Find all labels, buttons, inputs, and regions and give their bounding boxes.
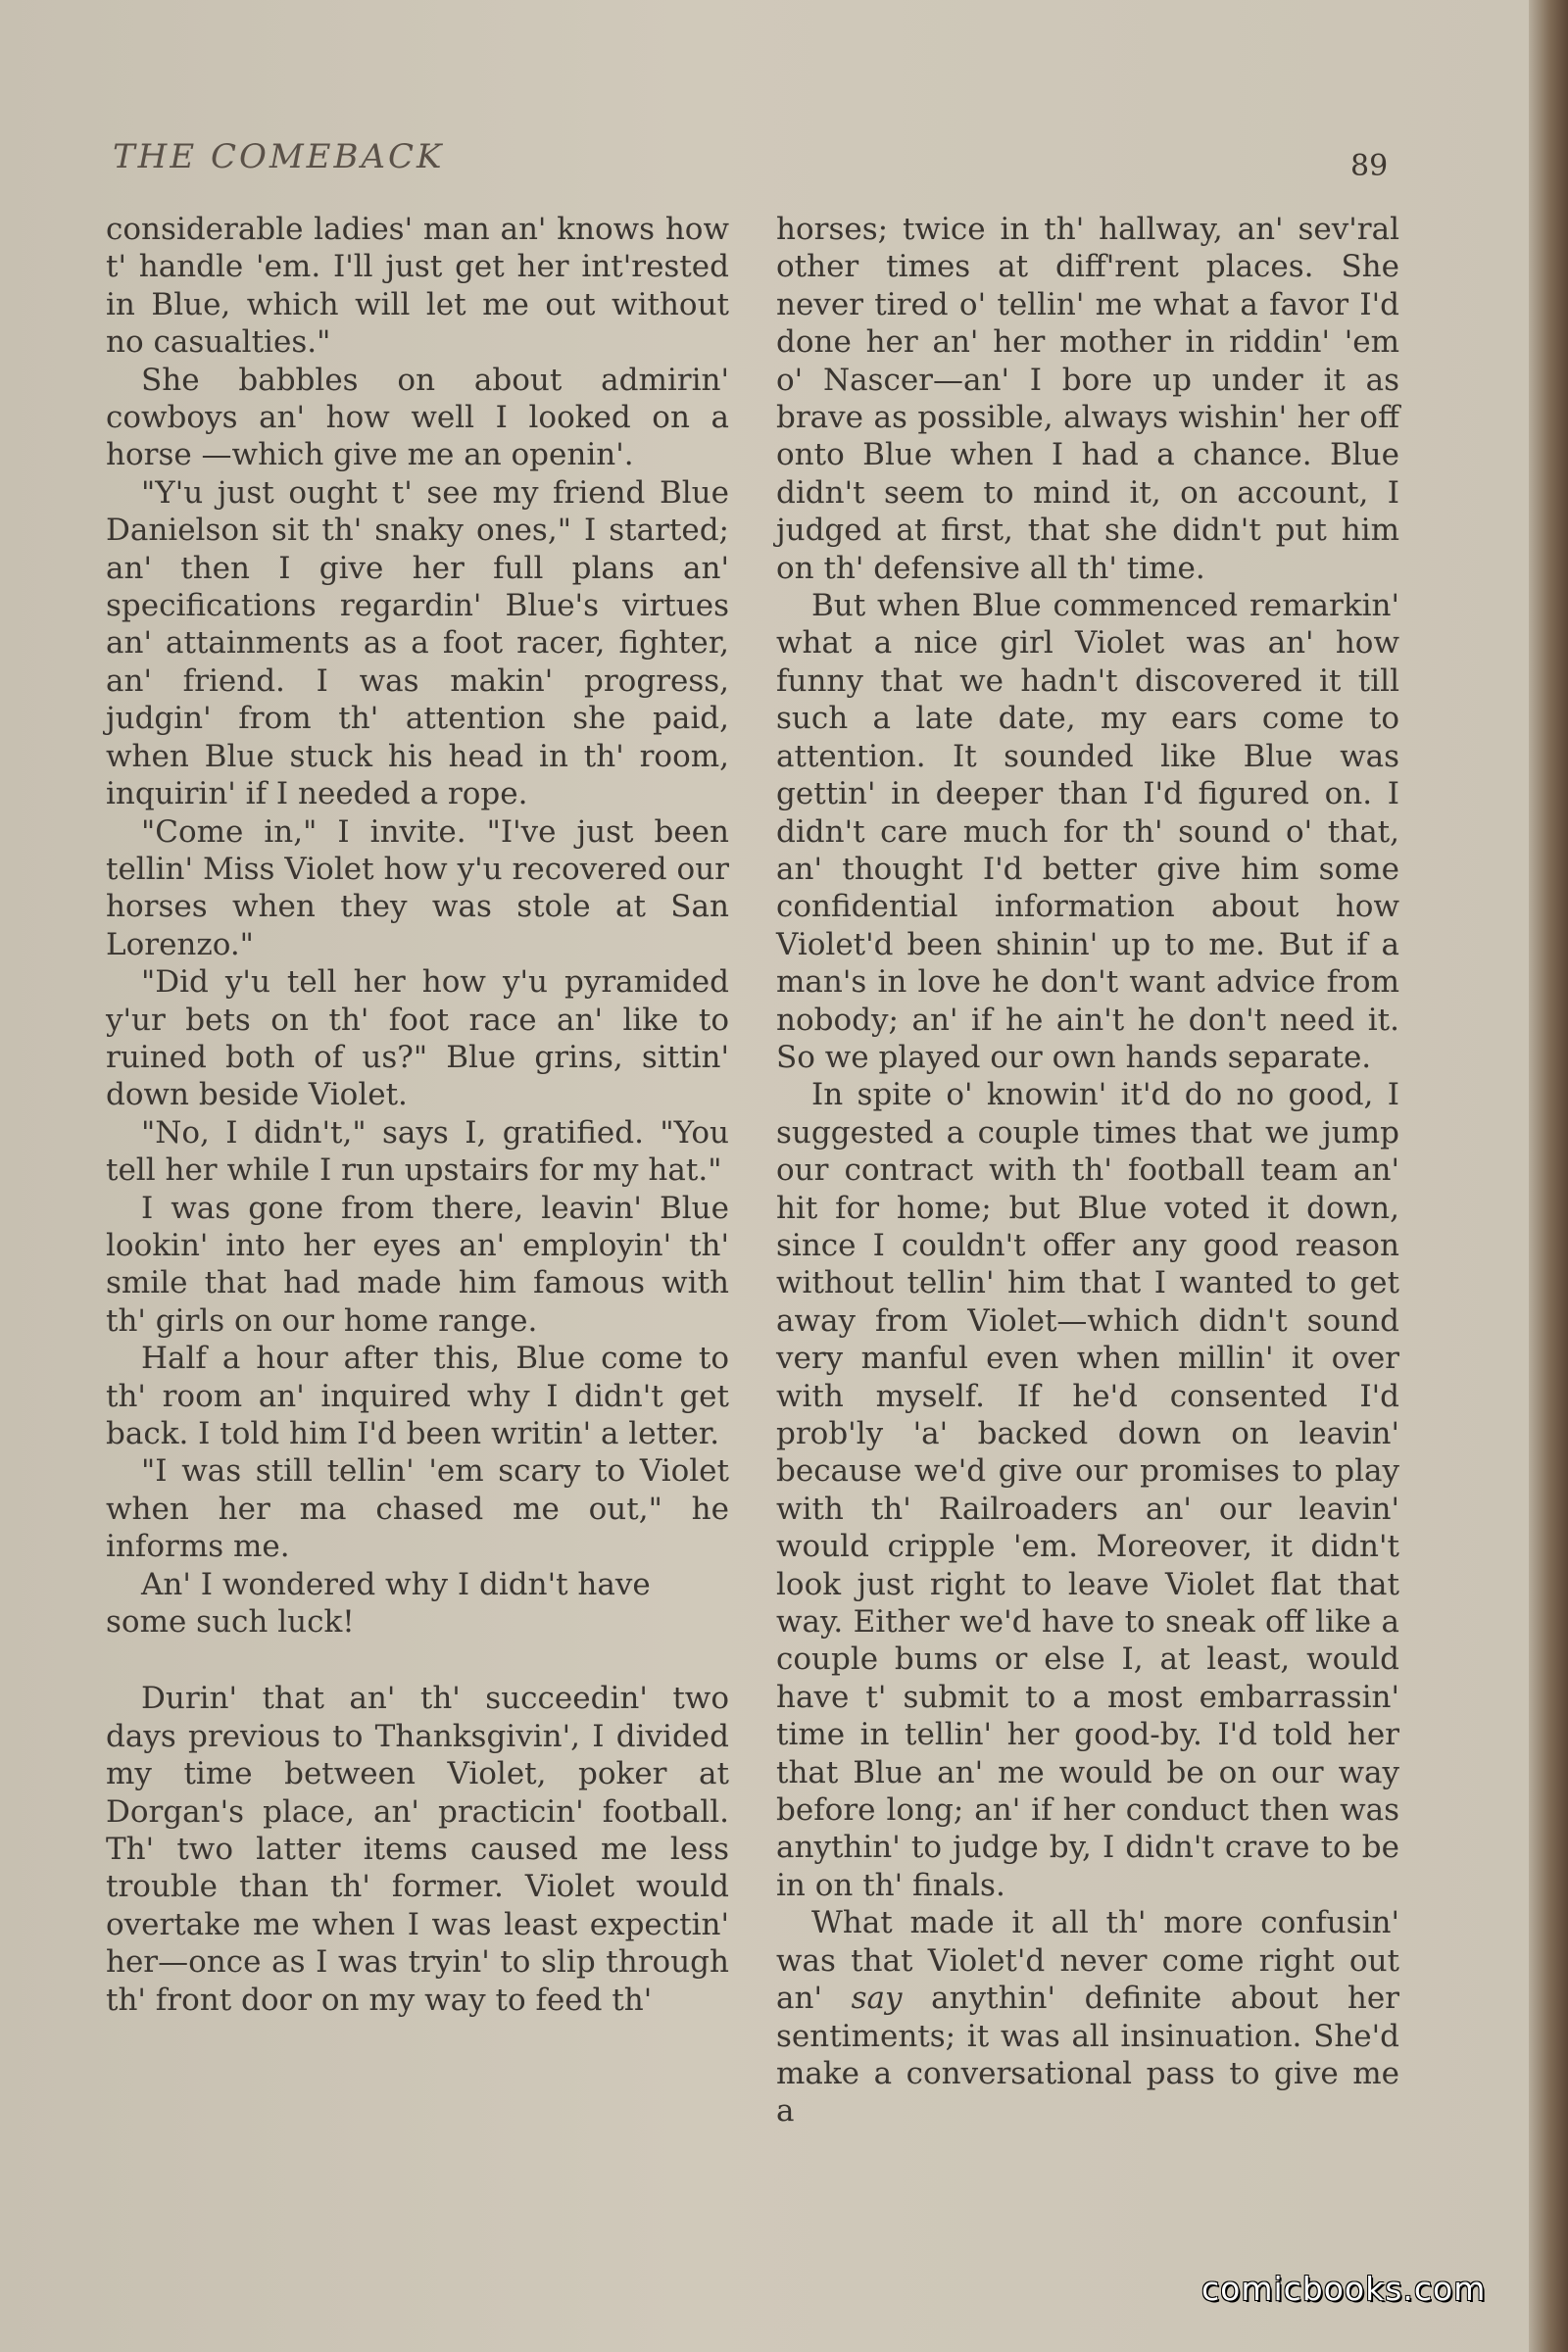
paragraph: Durin' that an' th' succeedin' two days previous to Thanksgivin', I divided my time between Violet, poker at Dorgan's place, an' practicin' football. Th' two latter items caused me less trouble than th' former. Violet would overtake me when I was least expectin' her—once as I was tryin' to slip through th' front door on my way to feed th': [106, 1681, 729, 2018]
paragraph: She babbles on about admirin' cowboys an' how well I looked on a horse —which give me an openin'.: [106, 362, 729, 473]
paragraph: "I was still tellin' 'em scary to Violet when her ma chased me out," he informs me.: [106, 1453, 729, 1565]
paragraph: "Y'u just ought t' see my friend Blue Danielson sit th' snaky ones," I started; an' then I give her full plans an' specifications regardin' Blue's virtues an' attainments as a foot racer, fighter, an' friend. I was makin' progress, judgin' from th' attention she paid, when Blue stuck his head in th' room, inquirin' if I needed a rope.: [106, 474, 729, 812]
paragraph: [776, 1904, 1399, 2130]
paragraph: In spite o' knowin' it'd do no good, I suggested a couple times that we jump our contract with th' football team an' hit for home; but Blue voted it down, since I couldn't offer any good reason without tellin' him that I wanted to get away from Violet—which didn't sound very manful even when millin' it over with myself. If he'd consented I'd prob'ly 'a' backed down on leavin' because we'd give our promises to play with th' Railroaders an' our leavin' would cripple 'em. Moreover, it didn't look just right to leave Violet flat that way. Either we'd have to sneak off like a couple bums or else I, at least, would have t' submit to a most embarrassin' time in tellin' her good-by. I'd told her that Blue an' me would be on our way before long; an' if her conduct then was anythin' to judge by, I didn't crave to be in on th' finals.: [776, 1077, 1399, 1903]
paragraph: "Come in," I invite. "I've just been tellin' Miss Violet how y'u recovered our horses when they was stole at San Lorenzo.": [106, 813, 729, 962]
paragraph: "No, I didn't," says I, gratified. "You tell her while I run upstairs for my hat.": [106, 1114, 729, 1189]
watermark: comicbooks.com: [1201, 2270, 1487, 2308]
paragraph: But when Blue commenced remarkin' what a nice girl Violet was an' how funny that we hadn't discovered it till such a late date, my ears come to attention. It sounded like Blue was gettin' in deeper than I'd figured on. I didn't care much for th' sound o' that, an' thought I'd better give him some confidential information about how Violet'd been shinin' up to me. But if a man's in love he don't want advice from nobody; an' if he ain't he don't need it. So we played our own hands separate.: [776, 588, 1399, 1075]
right-text-column: [776, 211, 1399, 2131]
text-run: What made it all th' more confusin' was that Violet'd never come right out an': [776, 1905, 1399, 2017]
running-title: THE COMEBACK: [113, 137, 445, 176]
emphasized-word: say: [851, 1981, 903, 2017]
paragraph: horses; twice in th' hallway, an' sev'ral other times at diff'rent places. She never tired o' tellin' me what a favor I'd done her an' her mother in riddin' 'em o' Nascer—an' I bore up under it as brave as possible, always wishin' her off onto Blue when I had a chance. Blue didn't seem to mind it, on account, I judged at first, that she didn't put him on th' defensive all th' time.: [776, 212, 1399, 586]
paragraph: Half a hour after this, Blue come to th' room an' inquired why I didn't get back. I told him I'd been writin' a letter.: [106, 1341, 729, 1451]
paragraph: considerable ladies' man an' knows how t' handle 'em. I'll just get her int'rested in Blue, which will let me out without no casualties.": [106, 212, 729, 361]
text-run: anythin' definite about her sentiments; it was all insinuation. She'd make a conversational pass to give me a: [776, 1981, 1399, 2130]
paragraph: I was gone from there, leavin' Blue lookin' into her eyes an' employin' th' smile that had made him famous with th' girls on our home range.: [106, 1190, 729, 1339]
book-spine-edge: [1529, 0, 1568, 2352]
paragraph: "Did y'u tell her how y'u pyramided y'ur bets on th' foot race an' like to ruined both of us?" Blue grins, sittin' down beside Violet.: [106, 964, 729, 1113]
paragraph: An' I wondered why I didn't have some such luck!: [106, 1566, 651, 1641]
page-number: 89: [1350, 149, 1389, 183]
left-text-column: [106, 211, 729, 2019]
